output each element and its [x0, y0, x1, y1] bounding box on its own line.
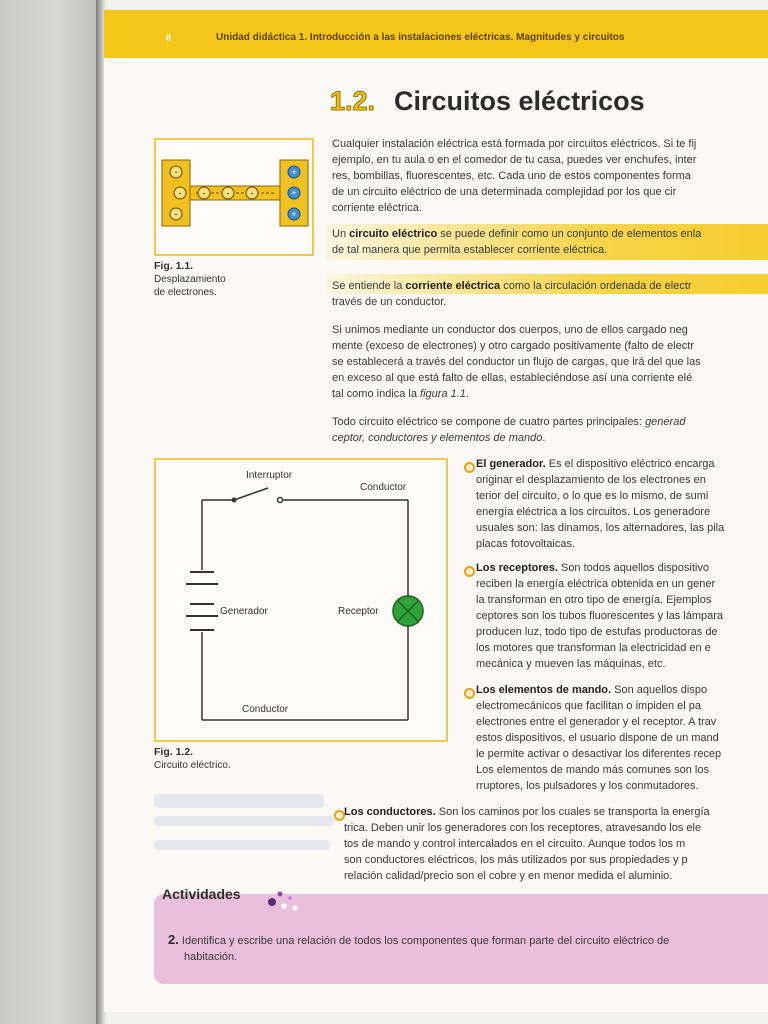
bullet-elementos-mando	[476, 682, 721, 794]
caption-line: Desplazamiento	[154, 274, 226, 285]
text-line: trica. Deben unir los generadores con los receptores, atravesando los ele	[344, 822, 702, 834]
text-line: Los elementos de mando. Son aquellos dispo	[476, 684, 708, 696]
text-line: corriente eléctrica.	[332, 202, 422, 214]
text-line: tal como indica la figura 1.1.	[332, 388, 469, 400]
show-through-smudge	[154, 840, 330, 850]
text-line: 2. Identifica y escribe una relación de todos los componentes que forman parte del circuito eléctrico de	[168, 932, 670, 947]
text-line: terior del circuito, o lo que es lo mismo, de sumi	[476, 490, 709, 502]
figure-label: Fig. 1.1.	[154, 260, 194, 272]
bullet-marker	[464, 688, 475, 699]
switch-contact	[232, 498, 237, 503]
svg-text:-: -	[226, 188, 230, 198]
section-number: 1.2.	[330, 86, 376, 116]
running-header: Unidad didáctica 1. Introducción a las instalaciones eléctricas. Magnitudes y circuitos	[216, 32, 625, 43]
parts-paragraph	[332, 414, 768, 446]
svg-text:+: +	[291, 188, 297, 198]
bullet-marker	[464, 462, 475, 473]
text-line: en exceso al que está falto de ellas, estableciéndose así una corriente elé	[332, 372, 693, 384]
text-line: ceptor, conductores y elementos de mando.	[332, 432, 546, 444]
text-line: Los conductores. Son los caminos por los cuales se transporta la energía	[344, 806, 710, 818]
scan-background	[0, 0, 96, 1024]
text-line: electrones entre el generador y el receptor. A trav	[476, 716, 717, 728]
battery-icon	[186, 572, 218, 630]
text-line: res, bombillas, fluorescentes, etc. Cada uno de estos componentes forma	[332, 170, 691, 182]
page-number: 8	[166, 33, 172, 43]
text-line: de un circuito eléctrico de una determinada complejidad por los que cir	[332, 186, 677, 198]
textbook-page	[104, 10, 768, 1012]
text-line: energía eléctrica a los circuitos. Los generadore	[476, 506, 711, 518]
bullet-receptores	[476, 560, 723, 672]
text-line: son conductores eléctricos, los más utilizados por sus propiedades y p	[344, 854, 688, 866]
text-line: reciben la energía eléctrica obtenida en un gener	[476, 578, 716, 590]
text-line: mente (exceso de electrones) y otro cargado positivamente (falto de electr	[332, 340, 694, 352]
label-interruptor: Interruptor	[246, 470, 293, 481]
svg-text:-: -	[174, 209, 178, 219]
text-line: Si unimos mediante un conductor dos cuerpos, uno de ellos cargado neg	[332, 324, 688, 336]
svg-text:-: -	[250, 188, 254, 198]
activity-item	[168, 932, 669, 965]
text-line: tos de mando y control intercalados en el circuito. Aunque todos los m	[344, 838, 686, 850]
svg-text:-: -	[178, 188, 182, 198]
term-circuito: circuito eléctrico	[349, 228, 438, 240]
electron-displacement-diagram	[156, 140, 312, 254]
figure-electric-circuit	[154, 458, 448, 742]
figure-caption	[154, 746, 231, 772]
text-line: se establecerá a través del conductor un flujo de cargas, que irá del que las	[332, 356, 701, 368]
bullet-conductores	[344, 804, 710, 884]
text-line: Un circuito eléctrico se puede definir como un conjunto de elementos enla	[332, 228, 702, 240]
current-definition	[332, 278, 768, 310]
figure-caption	[154, 260, 226, 299]
label-conductor-bottom: Conductor	[242, 704, 289, 715]
svg-text:-: -	[174, 167, 178, 177]
switch-lever	[234, 488, 268, 500]
text-line: relación calidad/precio son el cobre y en menor medida el aluminio.	[344, 870, 673, 882]
text-line: través de un conductor.	[332, 296, 447, 308]
text-line: de tal manera que permita establecer corriente eléctrica.	[332, 244, 608, 256]
svg-text:+: +	[291, 209, 297, 219]
text-line: originar el desplazamiento de los electrones en	[476, 474, 706, 486]
activity-number: 2.	[168, 932, 179, 947]
figure-label: Fig. 1.2.	[154, 746, 194, 758]
activities-title: Actividades	[162, 886, 241, 902]
text-line: ejemplo, en tu aula o en el comedor de tu casa, puedes ver enchufes, inter	[332, 154, 697, 166]
label-generador: Generador	[220, 606, 268, 617]
text-line: El generador. Es el dispositivo eléctrico encarga	[476, 458, 715, 470]
circuit-diagram	[156, 460, 446, 740]
text-line: habitación.	[184, 951, 238, 963]
decorative-dots-icon	[262, 884, 302, 914]
intro-paragraph	[332, 136, 768, 216]
text-line: producen luz, todo tipo de estufas productoras de	[476, 626, 718, 638]
label-conductor-top: Conductor	[360, 482, 407, 493]
text-line: mecánica y mueven las máquinas, etc.	[476, 658, 666, 670]
section-title: Circuitos eléctricos	[394, 86, 645, 116]
text-line: usuales son: las dinamos, los alternadores, las pila	[476, 522, 725, 534]
text-line: rruptores, los pulsadores y los conmutadores.	[476, 780, 699, 792]
text-line: Los receptores. Son todos aquellos dispositivo	[476, 562, 709, 574]
text-line: ceptores son los tubos fluorescentes y las lámpara	[476, 610, 724, 622]
text-line: la transforman en otro tipo de energía. Ejemplos	[476, 594, 712, 606]
text-line: Todo circuito eléctrico se compone de cuatro partes principales: generad	[332, 416, 686, 428]
text-line: le permite activar o desactivar los diferentes recep	[476, 748, 722, 760]
figure-reference: figura 1.1	[420, 388, 466, 400]
bullet-generador	[476, 456, 724, 552]
svg-text:-: -	[202, 188, 206, 198]
text-line: estos dispositivos, el usuario dispone de un mand	[476, 732, 719, 744]
switch-contact	[278, 498, 283, 503]
text-line: Los elementos de mando más comunes son los	[476, 764, 709, 776]
show-through-smudge	[154, 794, 324, 808]
circuit-definition	[332, 226, 768, 258]
text-line: los motores que transforman la electricidad en e	[476, 642, 711, 654]
text-line: Cualquier instalación eléctrica está formada por circuitos eléctricos. Si te fij	[332, 138, 697, 150]
show-through-smudge	[154, 816, 334, 826]
svg-text:+: +	[291, 167, 297, 177]
text-line: Se entiende la corriente eléctrica como la circulación ordenada de electr	[332, 280, 692, 292]
bullet-marker	[464, 566, 475, 577]
text-line: placas fotovoltaicas.	[476, 538, 576, 550]
term-corriente: corriente eléctrica	[405, 280, 501, 292]
figure-electron-displacement	[154, 138, 314, 256]
text-line: electromecánicos que facilitan o impiden el pa	[476, 700, 702, 712]
union-paragraph	[332, 322, 768, 402]
caption-line: Circuito eléctrico.	[154, 760, 231, 771]
caption-line: de electrones.	[154, 287, 217, 298]
label-receptor: Receptor	[338, 606, 379, 617]
